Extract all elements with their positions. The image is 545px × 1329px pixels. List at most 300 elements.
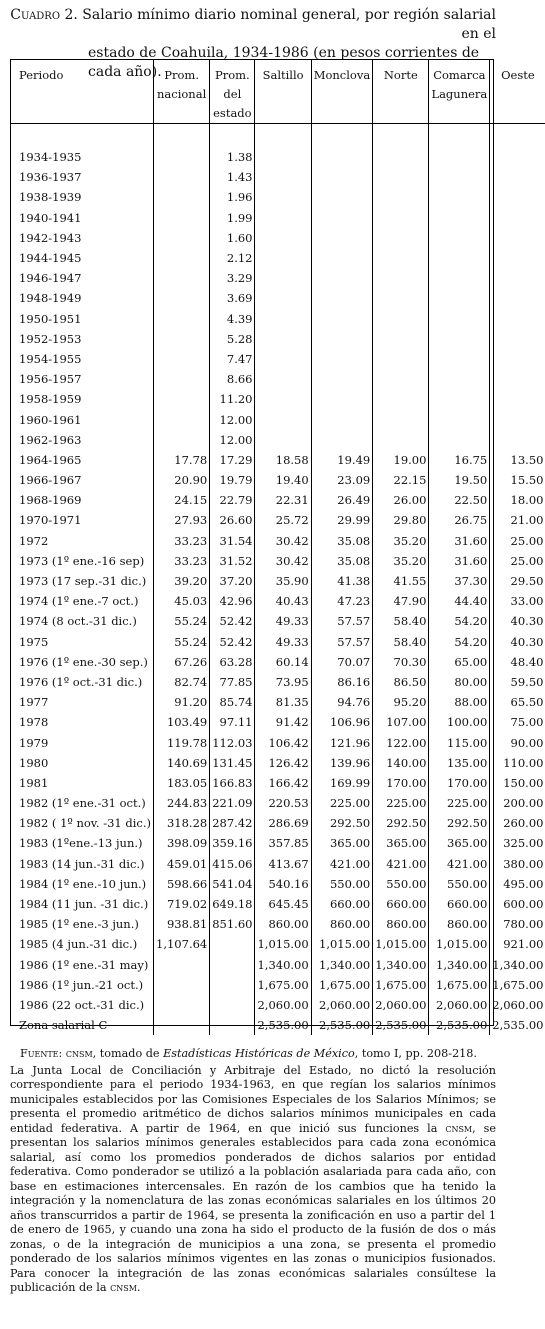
value-cell: [429, 369, 490, 389]
value-cell: 33.00: [490, 591, 545, 611]
value-cell: [154, 228, 210, 248]
value-cell: 31.60: [429, 551, 490, 571]
value-cell: [490, 288, 545, 308]
value-cell: 19.50: [429, 470, 490, 490]
value-cell: 2,060.00: [490, 995, 545, 1015]
value-cell: 58.40: [373, 611, 429, 631]
value-cell: 7.47: [210, 349, 255, 369]
period-cell: 1973 (17 sep.-31 dic.): [19, 574, 147, 589]
value-cell: [311, 369, 373, 389]
value-cell: 421.00: [373, 854, 429, 874]
value-cell: 90.00: [490, 732, 545, 752]
value-cell: 70.07: [311, 652, 373, 672]
value-cell: 119.78: [154, 732, 210, 752]
header-monclova: Monclova: [311, 60, 373, 124]
value-cell: 1,675.00: [429, 975, 490, 995]
value-cell: 1.60: [210, 228, 255, 248]
value-cell: 115.00: [429, 732, 490, 752]
value-cell: 35.90: [255, 571, 311, 591]
source-label: Fuente:: [20, 1047, 63, 1060]
value-cell: 106.42: [255, 732, 311, 752]
table-row: [11, 510, 545, 530]
value-cell: 413.67: [255, 854, 311, 874]
period-cell: 1974 (1º ene.-7 oct.): [19, 594, 139, 609]
value-cell: 1,340.00: [311, 955, 373, 975]
header-oeste: Oeste: [490, 60, 545, 124]
value-cell: 30.42: [255, 551, 311, 571]
value-cell: 170.00: [429, 773, 490, 793]
value-cell: [490, 248, 545, 268]
value-cell: [255, 309, 311, 329]
value-cell: 365.00: [429, 833, 490, 853]
value-cell: 938.81: [154, 914, 210, 934]
value-cell: [255, 147, 311, 167]
value-cell: 780.00: [490, 914, 545, 934]
value-cell: [311, 349, 373, 369]
value-cell: 225.00: [311, 793, 373, 813]
value-cell: [490, 430, 545, 450]
value-cell: 54.20: [429, 632, 490, 652]
value-cell: 1,340.00: [255, 955, 311, 975]
value-cell: 860.00: [429, 914, 490, 934]
table-row: [11, 854, 545, 874]
table-row: [11, 309, 545, 329]
value-cell: [373, 430, 429, 450]
value-cell: [154, 268, 210, 288]
caption-line-1: [10, 6, 496, 44]
value-cell: 73.95: [255, 672, 311, 692]
value-cell: 33.23: [154, 551, 210, 571]
value-cell: [311, 147, 373, 167]
value-cell: 70.30: [373, 652, 429, 672]
value-cell: 35.20: [373, 551, 429, 571]
value-cell: 357.85: [255, 833, 311, 853]
note-text-1: La Junta Local de Conciliación y Arbitraje del Estado, no dictó la resolución correspondiente para el periodo 1934-1963, en que regían los salarios mínimos municipales establecidos por las Comisiones Especiales de los Salarios Mínimos; se presenta el promedio aritmético de dichos salarios mínimos municipales en cada entidad federativa.: [10, 1063, 496, 1135]
value-cell: [154, 187, 210, 207]
table-row: [11, 591, 545, 611]
value-cell: 12.00: [210, 409, 255, 429]
value-cell: [490, 268, 545, 288]
value-cell: 1,340.00: [490, 955, 545, 975]
value-cell: [311, 430, 373, 450]
value-cell: 1,675.00: [490, 975, 545, 995]
caption-line-2: estado de Coahuila, 1934-1986 (en pesos corrientes de cada año).: [88, 45, 480, 80]
value-cell: 35.20: [373, 531, 429, 551]
table-row: [11, 147, 545, 167]
table-row: [11, 490, 545, 510]
table-row: [11, 187, 545, 207]
value-cell: 1,015.00: [373, 934, 429, 954]
value-cell: 19.40: [255, 470, 311, 490]
table-row: [11, 329, 545, 349]
table-row: [11, 551, 545, 571]
value-cell: 59.50: [490, 672, 545, 692]
period-cell: 1942-1943: [19, 230, 82, 245]
value-cell: 359.16: [210, 833, 255, 853]
period-cell: 1984 (11 jun. -31 dic.): [19, 897, 149, 912]
value-cell: 37.20: [210, 571, 255, 591]
value-cell: [490, 167, 545, 187]
value-cell: 459.01: [154, 854, 210, 874]
value-cell: [154, 147, 210, 167]
value-cell: [490, 309, 545, 329]
period-cell: 1973 (1º ene.-16 sep): [19, 553, 145, 568]
period-cell: 1974 (8 oct.-31 dic.): [19, 614, 137, 629]
period-cell: 1940-1941: [19, 210, 82, 225]
period-cell: 1985 (1º ene.-3 jun.): [19, 917, 139, 932]
value-cell: 60.14: [255, 652, 311, 672]
value-cell: 225.00: [373, 793, 429, 813]
value-cell: [490, 208, 545, 228]
value-cell: 495.00: [490, 874, 545, 894]
value-cell: 49.33: [255, 611, 311, 631]
value-cell: 11.20: [210, 389, 255, 409]
value-cell: 29.50: [490, 571, 545, 591]
value-cell: 15.50: [490, 470, 545, 490]
value-cell: 140.00: [373, 753, 429, 773]
value-cell: 25.72: [255, 510, 311, 530]
table-spacer-row: [11, 124, 545, 148]
value-cell: [311, 208, 373, 228]
value-cell: [154, 975, 210, 995]
value-cell: 3.29: [210, 268, 255, 288]
value-cell: [255, 288, 311, 308]
value-cell: 645.45: [255, 894, 311, 914]
value-cell: [490, 369, 545, 389]
period-cell: 1976 (1º oct.-31 dic.): [19, 674, 143, 689]
period-cell: 1970-1971: [19, 513, 82, 528]
value-cell: [373, 349, 429, 369]
value-cell: 22.79: [210, 490, 255, 510]
value-cell: 131.45: [210, 753, 255, 773]
value-cell: [373, 208, 429, 228]
value-cell: [490, 409, 545, 429]
value-cell: 292.50: [429, 813, 490, 833]
value-cell: [154, 955, 210, 975]
period-cell: 1978: [19, 715, 49, 730]
value-cell: 82.74: [154, 672, 210, 692]
value-cell: 221.09: [210, 793, 255, 813]
value-cell: 2,535.00: [490, 1015, 545, 1035]
table-row: [11, 995, 545, 1015]
table-body: [11, 124, 545, 1036]
period-cell: 1966-1967: [19, 473, 82, 488]
value-cell: 52.42: [210, 611, 255, 631]
value-cell: 3.69: [210, 288, 255, 308]
value-cell: 67.26: [154, 652, 210, 672]
period-cell: 1986 (1º jun.-21 oct.): [19, 977, 144, 992]
table-row: [11, 773, 545, 793]
value-cell: 25.00: [490, 531, 545, 551]
value-cell: [373, 369, 429, 389]
period-cell: 1986 (1º ene.-31 may): [19, 957, 149, 972]
table-row: [11, 672, 545, 692]
value-cell: 5.28: [210, 329, 255, 349]
header-prom-nacional: Prom. nacional: [154, 60, 210, 124]
value-cell: 2,535.00: [429, 1015, 490, 1035]
value-cell: [311, 268, 373, 288]
value-cell: 1.96: [210, 187, 255, 207]
wage-table: [10, 59, 544, 1033]
value-cell: 365.00: [311, 833, 373, 853]
value-cell: [373, 147, 429, 167]
value-cell: 37.30: [429, 571, 490, 591]
table-header-row: [11, 60, 545, 124]
value-cell: 540.16: [255, 874, 311, 894]
value-cell: 26.49: [311, 490, 373, 510]
value-cell: 126.42: [255, 753, 311, 773]
value-cell: 550.00: [429, 874, 490, 894]
value-cell: 19.79: [210, 470, 255, 490]
period-cell: 1984 (1º ene.-10 jun.): [19, 876, 147, 891]
period-cell: 1976 (1º ene.-30 sep.): [19, 654, 148, 669]
value-cell: 26.75: [429, 510, 490, 530]
value-cell: 106.96: [311, 712, 373, 732]
value-cell: 40.43: [255, 591, 311, 611]
value-cell: [255, 430, 311, 450]
value-cell: 35.08: [311, 531, 373, 551]
value-cell: [255, 228, 311, 248]
value-cell: [255, 208, 311, 228]
value-cell: [373, 167, 429, 187]
table-row: [11, 571, 545, 591]
value-cell: 47.23: [311, 591, 373, 611]
source-org: cnsm: [65, 1047, 93, 1060]
value-cell: 94.76: [311, 692, 373, 712]
value-cell: 325.00: [490, 833, 545, 853]
table-row: [11, 167, 545, 187]
value-cell: 88.00: [429, 692, 490, 712]
table-row: [11, 531, 545, 551]
value-cell: 17.29: [210, 450, 255, 470]
value-cell: 16.75: [429, 450, 490, 470]
value-cell: 421.00: [311, 854, 373, 874]
value-cell: [429, 389, 490, 409]
period-cell: 1956-1957: [19, 372, 82, 387]
value-cell: [490, 147, 545, 167]
value-cell: 97.11: [210, 712, 255, 732]
value-cell: 660.00: [311, 894, 373, 914]
value-cell: [429, 167, 490, 187]
value-cell: 286.69: [255, 813, 311, 833]
value-cell: 33.23: [154, 531, 210, 551]
table-row: [11, 349, 545, 369]
source-end: , tomo I, pp. 208-218.: [354, 1047, 477, 1060]
value-cell: 860.00: [255, 914, 311, 934]
value-cell: [429, 228, 490, 248]
table-row: [11, 833, 545, 853]
value-cell: [490, 389, 545, 409]
period-cell: 1936-1937: [19, 170, 82, 185]
value-cell: 26.60: [210, 510, 255, 530]
caption-label: Cuadro 2.: [10, 7, 78, 23]
value-cell: 2,535.00: [255, 1015, 311, 1035]
value-cell: [255, 389, 311, 409]
header-comarca-lagunera: Comarca Lagunera: [429, 60, 490, 124]
period-cell: 1938-1939: [19, 190, 82, 205]
value-cell: 44.40: [429, 591, 490, 611]
period-cell: 1980: [19, 755, 49, 770]
value-cell: 29.99: [311, 510, 373, 530]
value-cell: 18.58: [255, 450, 311, 470]
value-cell: [311, 187, 373, 207]
value-cell: 2,060.00: [311, 995, 373, 1015]
value-cell: 860.00: [311, 914, 373, 934]
value-cell: 75.00: [490, 712, 545, 732]
period-cell: 1962-1963: [19, 432, 82, 447]
value-cell: 86.16: [311, 672, 373, 692]
value-cell: [311, 288, 373, 308]
value-cell: 598.66: [154, 874, 210, 894]
value-cell: 65.50: [490, 692, 545, 712]
value-cell: [154, 208, 210, 228]
value-cell: 22.31: [255, 490, 311, 510]
period-cell: 1982 (1º ene.-31 oct.): [19, 796, 146, 811]
value-cell: [255, 369, 311, 389]
period-cell: 1934-1935: [19, 150, 82, 165]
value-cell: 1,675.00: [373, 975, 429, 995]
value-cell: 107.00: [373, 712, 429, 732]
caption-text-1: Salario mínimo diario nominal general, por región salarial en el: [82, 7, 496, 42]
value-cell: 292.50: [311, 813, 373, 833]
value-cell: [255, 268, 311, 288]
value-cell: 1,340.00: [373, 955, 429, 975]
value-cell: [373, 248, 429, 268]
period-cell: 1952-1953: [19, 331, 82, 346]
value-cell: [429, 349, 490, 369]
value-cell: [255, 349, 311, 369]
value-cell: 57.57: [311, 611, 373, 631]
period-cell: 1968-1969: [19, 493, 82, 508]
value-cell: 415.06: [210, 854, 255, 874]
table-row: [11, 470, 545, 490]
value-cell: [311, 329, 373, 349]
value-cell: [311, 228, 373, 248]
value-cell: [373, 187, 429, 207]
table-row: [11, 874, 545, 894]
value-cell: 260.00: [490, 813, 545, 833]
table-row: [11, 914, 545, 934]
table-row: [11, 389, 545, 409]
period-cell: 1948-1949: [19, 291, 82, 306]
table-row: [11, 813, 545, 833]
value-cell: 77.85: [210, 672, 255, 692]
value-cell: 200.00: [490, 793, 545, 813]
value-cell: [429, 288, 490, 308]
value-cell: 47.90: [373, 591, 429, 611]
value-cell: 58.40: [373, 632, 429, 652]
period-cell: 1960-1961: [19, 412, 82, 427]
source-mid: , tomado de: [92, 1047, 164, 1060]
value-cell: 31.52: [210, 551, 255, 571]
table-row: [11, 248, 545, 268]
table-row: [11, 955, 545, 975]
value-cell: 26.00: [373, 490, 429, 510]
table-row: [11, 793, 545, 813]
value-cell: [154, 248, 210, 268]
value-cell: [311, 309, 373, 329]
value-cell: 52.42: [210, 632, 255, 652]
value-cell: 19.00: [373, 450, 429, 470]
value-cell: [154, 1015, 210, 1035]
value-cell: 550.00: [373, 874, 429, 894]
period-cell: 1975: [19, 634, 49, 649]
table-row: [11, 712, 545, 732]
header-norte: Norte: [373, 60, 429, 124]
value-cell: [311, 167, 373, 187]
value-cell: 80.00: [429, 672, 490, 692]
table-row: [11, 409, 545, 429]
value-cell: 18.00: [490, 490, 545, 510]
value-cell: 244.83: [154, 793, 210, 813]
value-cell: [429, 309, 490, 329]
period-cell: 1954-1955: [19, 351, 82, 366]
wage-table-grid: [11, 60, 545, 1035]
header-saltillo: Saltillo: [255, 60, 311, 124]
value-cell: [429, 409, 490, 429]
value-cell: [210, 995, 255, 1015]
period-cell: 1977: [19, 695, 49, 710]
value-cell: [373, 268, 429, 288]
period-cell: 1981: [19, 775, 49, 790]
value-cell: 24.15: [154, 490, 210, 510]
value-cell: 20.90: [154, 470, 210, 490]
value-cell: 12.00: [210, 430, 255, 450]
period-cell: 1982 ( 1º nov. -31 dic.): [19, 816, 152, 831]
value-cell: [154, 369, 210, 389]
period-cell: 1979: [19, 735, 49, 750]
value-cell: 13.50: [490, 450, 545, 470]
value-cell: 85.74: [210, 692, 255, 712]
value-cell: 23.09: [311, 470, 373, 490]
value-cell: [429, 430, 490, 450]
value-cell: 29.80: [373, 510, 429, 530]
value-cell: 169.99: [311, 773, 373, 793]
note-text-2a: A partir de 1964, en que inició sus funciones la: [129, 1121, 446, 1135]
value-cell: 2,060.00: [373, 995, 429, 1015]
value-cell: 365.00: [373, 833, 429, 853]
period-cell: 1983 (14 jun.-31 dic.): [19, 856, 145, 871]
value-cell: 541.04: [210, 874, 255, 894]
value-cell: 30.42: [255, 531, 311, 551]
value-cell: 1,340.00: [429, 955, 490, 975]
table-row: [11, 632, 545, 652]
value-cell: 1,015.00: [255, 934, 311, 954]
value-cell: 380.00: [490, 854, 545, 874]
value-cell: [154, 389, 210, 409]
value-cell: 1,015.00: [311, 934, 373, 954]
value-cell: [373, 409, 429, 429]
value-cell: [373, 288, 429, 308]
value-cell: [154, 995, 210, 1015]
value-cell: [154, 430, 210, 450]
value-cell: 48.40: [490, 652, 545, 672]
value-cell: 40.30: [490, 611, 545, 631]
value-cell: 1,015.00: [429, 934, 490, 954]
value-cell: [255, 329, 311, 349]
value-cell: [429, 329, 490, 349]
value-cell: 100.00: [429, 712, 490, 732]
note-text-2c: .: [136, 1281, 141, 1294]
value-cell: 22.50: [429, 490, 490, 510]
value-cell: 135.00: [429, 753, 490, 773]
value-cell: 139.96: [311, 753, 373, 773]
value-cell: [429, 268, 490, 288]
value-cell: [255, 187, 311, 207]
value-cell: 1.38: [210, 147, 255, 167]
value-cell: [490, 329, 545, 349]
value-cell: [429, 248, 490, 268]
